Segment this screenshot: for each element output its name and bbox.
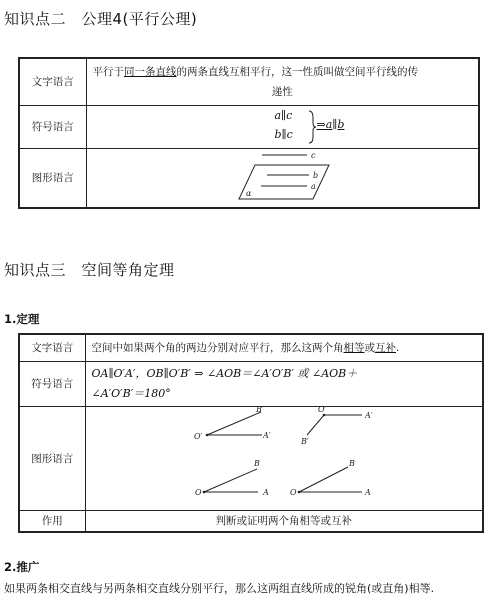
conclusion-a-parallel-b: ⇒a∥b bbox=[316, 117, 345, 131]
figure-supplementary-angles bbox=[290, 407, 373, 497]
label-figure-language-2: 图形语言 bbox=[19, 406, 85, 510]
label-a: a bbox=[310, 181, 316, 191]
symbol-language-content-2: OA∥O′A′，OB∥O′B′ ⇒ ∠AOB＝∠A′O′B′ 或 ∠AOB＋ ∠A′O′B′＝180° bbox=[85, 361, 483, 406]
svg-text:O′: O′ bbox=[193, 432, 202, 441]
row-usage bbox=[19, 510, 483, 532]
parallel-lines-diagram bbox=[87, 149, 477, 207]
svg-text:A: A bbox=[364, 488, 371, 497]
label-c: c bbox=[310, 150, 315, 160]
figure-language-content bbox=[86, 148, 479, 208]
svg-text:A′: A′ bbox=[364, 411, 373, 420]
svg-text:O′: O′ bbox=[317, 407, 326, 414]
generalization-text: 如果两条相交直线与另两条相交直线分别平行，那么这两组直线所成的锐角(或直角)相等. bbox=[4, 582, 435, 595]
svg-text:A: A bbox=[262, 488, 269, 497]
label-text-language: 文字语言 bbox=[19, 58, 86, 105]
label-symbol-language: 符号语言 bbox=[19, 105, 86, 148]
svg-text:O: O bbox=[194, 488, 202, 497]
svg-text:B′: B′ bbox=[300, 437, 309, 446]
svg-text:B: B bbox=[253, 459, 260, 468]
row-text-language-2 bbox=[19, 334, 483, 361]
svg-text:B: B bbox=[348, 459, 355, 468]
label-b: b bbox=[312, 170, 318, 180]
row-figure-language bbox=[19, 148, 479, 208]
subheading-generalization: 2.推广 bbox=[4, 560, 40, 574]
row-symbol-language-2 bbox=[19, 361, 483, 406]
label-usage: 作用 bbox=[19, 510, 85, 532]
brace-icon bbox=[307, 109, 317, 145]
row-figure-language-2 bbox=[19, 406, 483, 510]
premise-a-parallel-c: a∥c bbox=[274, 108, 293, 122]
angle-diagrams bbox=[86, 407, 484, 509]
label-figure-language: 图形语言 bbox=[19, 148, 86, 208]
svg-text:O: O bbox=[289, 488, 297, 497]
row-text-language bbox=[19, 58, 479, 105]
equal-angle-theorem-table bbox=[18, 333, 484, 533]
usage-content: 判断或证明两个角相等或互补 bbox=[85, 510, 483, 532]
subheading-theorem: 1.定理 bbox=[4, 312, 40, 326]
svg-text:A′: A′ bbox=[262, 431, 271, 440]
row-symbol-language bbox=[19, 105, 479, 148]
section3-heading: 知识点三 空间等角定理 bbox=[4, 261, 175, 279]
symbol-language-content bbox=[86, 105, 479, 148]
premise-b-parallel-c: b∥c bbox=[274, 127, 293, 141]
svg-text:B′: B′ bbox=[255, 407, 264, 414]
figure-equal-angles bbox=[194, 407, 271, 497]
label-symbol-language-2: 符号语言 bbox=[19, 361, 85, 406]
section2-heading: 知识点二 公理4(平行公理) bbox=[4, 10, 198, 28]
label-text-language-2: 文字语言 bbox=[19, 334, 85, 361]
text-language-content-2: 空间中如果两个角的两边分别对应平行，那么这两个角相等或互补. bbox=[85, 334, 483, 361]
axiom4-table bbox=[18, 57, 480, 209]
text-language-content: 平行于同一条直线的两条直线互相平行，这一性质叫做空间平行线的传 递性 bbox=[86, 58, 479, 105]
label-alpha: α bbox=[245, 188, 251, 198]
figure-language-content-2 bbox=[85, 406, 483, 510]
